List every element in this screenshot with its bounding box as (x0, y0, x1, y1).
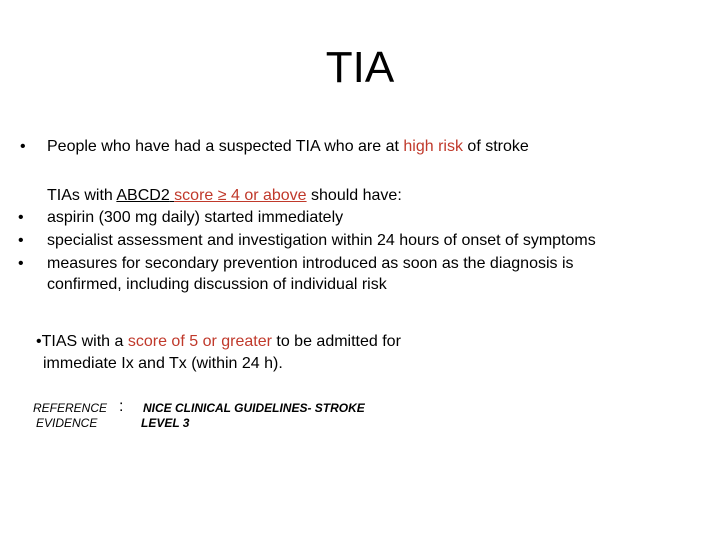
tias-pre: •TIAS with a (36, 333, 128, 350)
list-bullet: • (18, 255, 24, 272)
list-item-specialist: specialist assessment and investigation within 24 hours of onset of symptoms (47, 232, 596, 249)
tias-admission-line2: immediate Ix and Tx (within 24 h). (43, 355, 283, 372)
tias-score: score of 5 or greater (127, 333, 272, 350)
list-bullet: • (18, 209, 24, 226)
abcd2-post: should have: (306, 187, 402, 204)
abcd2-heading (47, 185, 402, 207)
evidence-label: EVIDENCE (36, 416, 98, 430)
bullet-text-post: of stroke (462, 138, 529, 155)
tias-admission (36, 331, 401, 353)
list-item-prevention: measures for secondary prevention introduced as soon as the diagnosis is (47, 255, 574, 272)
abcd2-score: score ≥ 4 or above (174, 187, 307, 204)
reference-label: REFERENCE (33, 401, 108, 415)
abcd2-label: ABCD2 (116, 187, 170, 204)
reference-value: NICE CLINICAL GUIDELINES- STROKE (143, 401, 365, 415)
tias-post: to be admitted for (271, 333, 401, 350)
evidence-value: LEVEL 3 (141, 416, 190, 430)
abcd2-pre: TIAs with (47, 187, 117, 204)
bullet-high-risk (47, 136, 529, 158)
list-item-prevention-cont: confirmed, including discussion of individual risk (47, 276, 387, 293)
high-risk-text: high risk (403, 138, 463, 155)
slide-title: TIA (325, 43, 395, 92)
list-bullet: • (18, 232, 24, 249)
reference-colon: : (119, 398, 124, 415)
list-item-aspirin: aspirin (300 mg daily) started immediately (47, 209, 344, 226)
bullet-text-pre: People who have had a suspected TIA who are at (47, 138, 404, 155)
bullet-marker: • (20, 138, 26, 155)
